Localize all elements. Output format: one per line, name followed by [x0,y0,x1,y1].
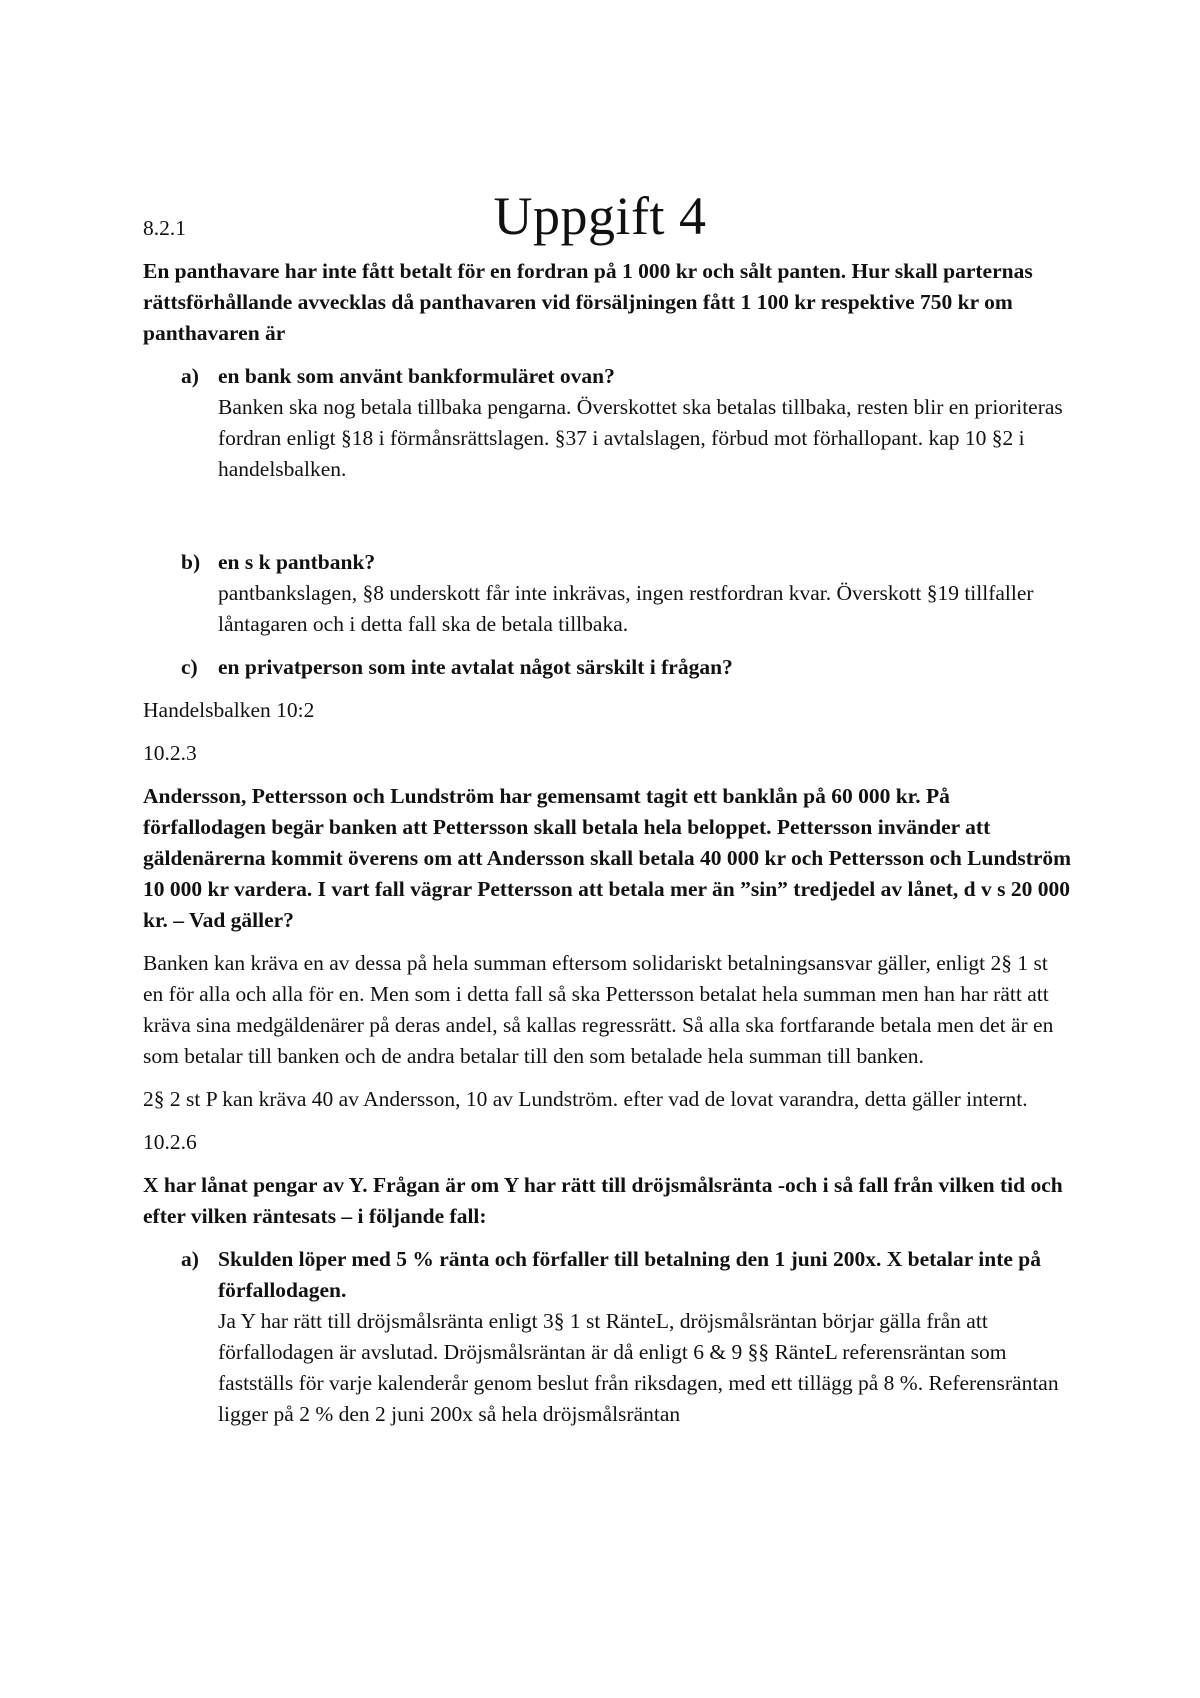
section-question-8-2-1: En panthavare har inte fått betalt för en fordran på 1 000 kr och sålt panten. Hur skall parternas rättsförhållande avvecklas då panthavaren vid försäljningen fått 1 100 kr respektive 750 kr om panthavaren är [143,259,1033,345]
section-answer-10-2-3-part2: 2§ 2 st P kan kräva 40 av Andersson, 10 av Lundström. efter vad de lovat varandra, detta gäller internt. [143,1087,1028,1111]
section-label-10-2-3: 10.2.3 [143,741,197,765]
section-label-10-2-6: 10.2.6 [143,1130,197,1154]
list-marker: b) [181,550,201,574]
item-answer: Ja Y har rätt till dröjsmålsränta enligt 3§ 1 st RänteL, dröjsmålsräntan börjar gälla från att förfallodagen är avslutad. Dröjsmålsräntan är då enligt 6 & 9 §§ RänteL referensräntan som fastställs för varje kalenderår genom beslut från riksdagen, med ett tillägg på 8 %. Referensräntan ligger på 2 % den 2 juni 200x så hela dröjsmålsräntan [218,1309,1059,1426]
list-marker: c) [181,655,198,679]
item-question: en bank som använt bankformuläret ovan? [218,364,615,388]
item-answer: pantbankslagen, §8 underskott får inte inkrävas, ingen restfordran kvar. Överskott §19 tillfaller låntagaren och i detta fall ska de betala tillbaka. [218,581,1034,636]
list-item-b [143,547,1073,640]
item-question: en s k pantbank? [218,550,376,574]
item-answer: Banken ska nog betala tillbaka pengarna. Överskottet ska betalas tillbaka, resten blir en prioriteras fordran enligt §18 i förmånsrättslagen. §37 i avtalslagen, förbud mot förhallopant. kap 10 §2 i handelsbalken. [218,395,1063,481]
list-item-c [143,652,1073,683]
list-item-a [143,1244,1073,1430]
section-answer-10-2-3-part1: Banken kan kräva en av dessa på hela summan eftersom solidariskt betalningsansvar gäller, enligt 2§ 1 st en för alla och alla för en. Men som i detta fall så ska Pettersson betalat hela summan men han har rätt att kräva sina medgäldenärer på deras andel, så kallas regressrätt. Så alla ska fortfarande betala men det är en som betalar till banken och de andra betalar till den som betalade hela summan till banken. [143,951,1054,1068]
section-question-10-2-3: Andersson, Pettersson och Lundström har gemensamt tagit ett banklån på 60 000 kr. På förfallodagen begär banken att Pettersson skall betala hela beloppet. Pettersson invänder att gäldenärerna kommit överens om att Andersson skall betala 40 000 kr och Pettersson och Lundström 10 000 kr vardera. I vart fall vägrar Pettersson att betala mer än ”sin” tredjedel av lånet, d v s 20 000 kr. – Vad gäller? [143,784,1072,932]
item-question: Skulden löper med 5 % ränta och förfaller till betalning den 1 juni 200x. X betalar inte på förfallodagen. [218,1247,1042,1302]
item-question: en privatperson som inte avtalat något särskilt i frågan? [218,655,733,679]
section-question-10-2-6: X har lånat pengar av Y. Frågan är om Y har rätt till dröjsmålsränta -och i så fall från vilken tid och efter vilken räntesats – i följande fall: [143,1173,1063,1228]
document-body [143,213,1073,1430]
section-label-8-2-1: 8.2.1 [143,216,186,240]
list-item-a [143,361,1073,485]
section-note-8-2-1: Handelsbalken 10:2 [143,698,315,722]
page-title: Uppgift 4 [493,186,707,247]
list-marker: a) [181,1247,199,1271]
list-marker: a) [181,364,199,388]
